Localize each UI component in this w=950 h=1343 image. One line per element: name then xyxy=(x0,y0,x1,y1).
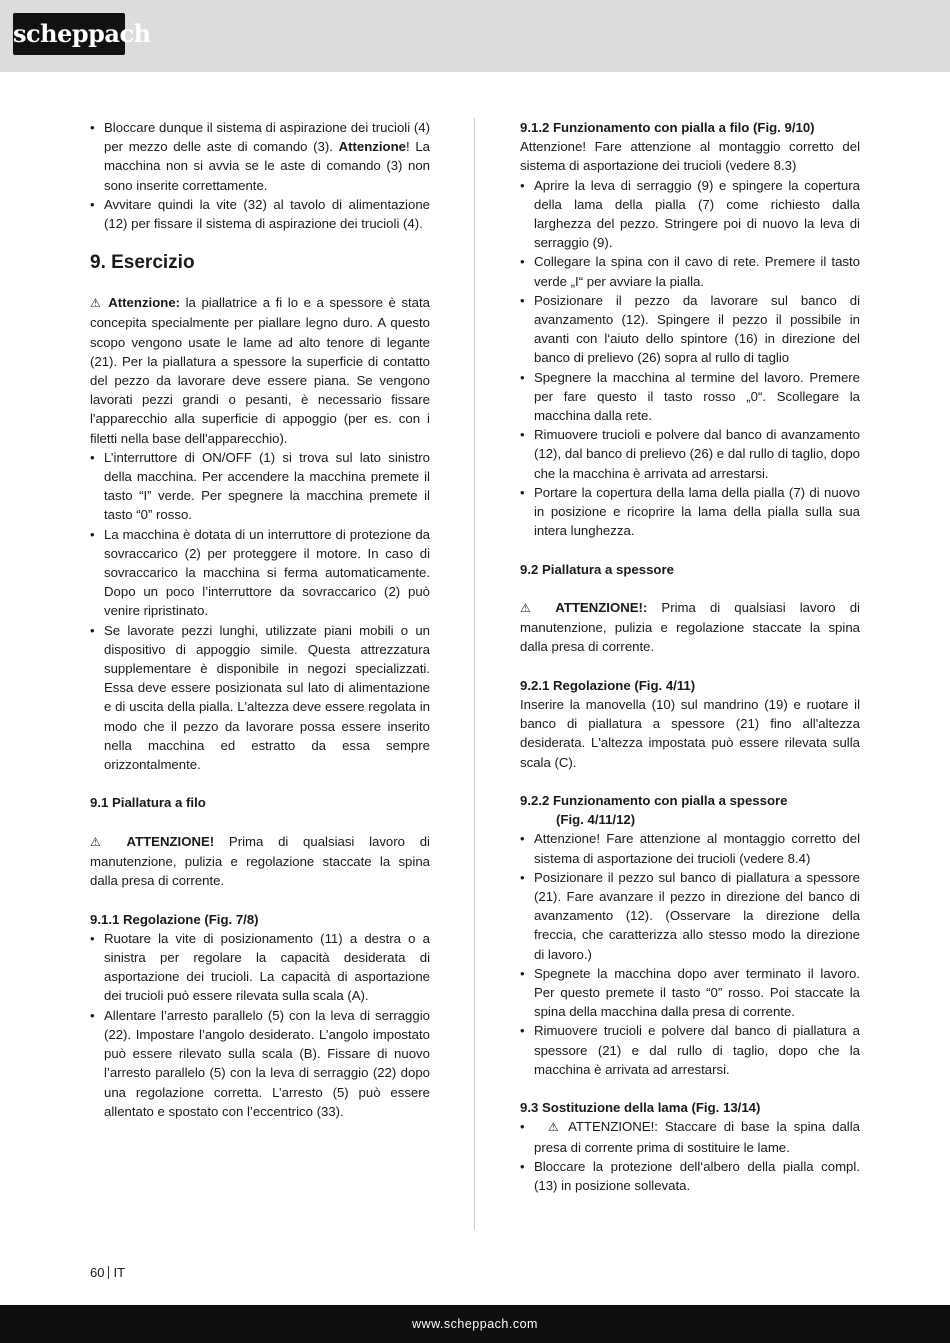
list-item: • L’interruttore di ON/OFF (1) si trova sul lato sinistro della macchina. Per accendere la macchina premete il tasto “I” verde. Per spegnere la macchina premete il tasto “0” rosso. xyxy=(90,448,430,525)
list-item: • Bloccare dunque il sistema di aspirazione dei trucioli (4) per mezzo delle aste di comando (3). Attenzione! La macchina non si avvia se le aste di comando (3) non sono inserite correttamente. xyxy=(90,118,430,195)
warning-triangle-icon: ⚠ xyxy=(520,601,542,616)
list-item: • ⚠ ATTENZIONE!: Staccare di base la spina dalla presa di corrente prima di sostituire le lame. xyxy=(520,1117,860,1156)
list-item: • Rimuovere trucioli e polvere dal banco di avanzamento (12), dal banco di prelievo (26) e dal rullo di taglio, dopo che la macchina è arrivata ad arrestarsi. xyxy=(520,425,860,483)
intro-list xyxy=(90,118,430,233)
list-item: • Collegare la spina con il cavo di rete. Premere il tasto verde „I“ per avviare la pialla. xyxy=(520,252,860,290)
warning-triangle-icon: ⚠ xyxy=(90,834,112,849)
left-column xyxy=(90,118,430,1121)
list-item: • Ruotare la vite di posizionamento (11) a destra o a sinistra per regolare la capacità desiderata di asportazione dei trucioli. La capacità di asportazione dei trucioli può essere rilevata sulla scala (A). xyxy=(90,929,430,1006)
warning-triangle-icon: ⚠ xyxy=(90,296,103,311)
attention-paragraph: ⚠ Attenzione: la piallatrice a fi lo e a spessore è stata concepita specialmente per piallare legno duro. A questo scopo vengono usate le lame ad alto tenore di legante (21). Per la piallatura a spessore la superficie di contatto del pezzo da lavorare deve essere piana. Se vengono lavorati pezzi grandi o pesanti, è necessario fissare l'apparecchio alla superficie di appoggio (per es. con i filetti nella base dell'apparecchio). xyxy=(90,295,430,446)
list-item: • La macchina è dotata di un interruttore di protezione da sovraccarico (2) per proteggere il motore. In caso di sovraccarico la macchina si ferma automaticamente. Dopo un poco l’interruttore da sovraccarico (2) può venire ripristinato. xyxy=(90,525,430,621)
sostituzione-list xyxy=(520,1117,860,1195)
list-item: • Bloccare la protezione dell‘albero della pialla compl. (13) in posizione sollevata. xyxy=(520,1157,860,1195)
list-item: • Posizionare il pezzo da lavorare sul banco di avanzamento (12). Spingere il pezzo il possibile in avanti con l‘aiuto dello spintore (16) in direzione del banco di prelievo (26) sopra al rullo di taglio xyxy=(520,291,860,368)
heading-9-2-2: 9.2.2 Funzionamento con pialla a spessore xyxy=(520,793,788,809)
right-column xyxy=(520,118,860,1195)
heading-9-2-2-figs: (Fig. 4/11/12) xyxy=(556,812,636,828)
warning-triangle-icon: ⚠ xyxy=(547,1120,562,1135)
attention-paragraph-9-1: ⚠ ATTENZIONE! Prima di qualsiasi lavoro di manutenzione, pulizia e regolazione staccate la spina dalla presa di corrente. xyxy=(90,833,430,889)
list-item: • Spegnete la macchina dopo aver terminato il lavoro. Per questo premete il tasto “0” rosso. Poi staccate la spina della macchina dalla presa di corrente. xyxy=(520,964,860,1022)
list-item: • Posizionare il pezzo sul banco di piallatura a spessore (21). Fare avanzare il pezzo in direzione del banco di avanzamento (12). (Osservare la direzione della freccia, che caratterizza allo stesso modo la direzione di lavoro.) xyxy=(520,868,860,964)
list-item: • Rimuovere trucioli e polvere dal banco di piallatura a spessore (21) e dal rullo di taglio, dopo che la macchina è arrivata ad arrestarsi. xyxy=(520,1021,860,1079)
column-divider xyxy=(474,118,475,1230)
funzionamento-filo-list xyxy=(520,176,860,541)
heading-9-1: 9.1 Piallatura a filo xyxy=(90,795,206,811)
header-bar xyxy=(0,0,950,72)
list-item: • Avvitare quindi la vite (32) al tavolo di alimentazione (12) per fissare il sistema di aspirazione dei trucioli (4). xyxy=(90,195,430,233)
esercizio-list xyxy=(90,448,430,774)
list-item: • Spegnere la macchina al termine del lavoro. Premere per fare questo il tasto rosso „0“. Scollegare la macchina dalla rete. xyxy=(520,368,860,426)
heading-9-3: 9.3 Sostituzione della lama (Fig. 13/14) xyxy=(520,1100,761,1116)
page-number: 60 xyxy=(90,1265,105,1280)
paragraph: Inserire la manovella (10) sul mandrino (19) e ruotare il banco di piallatura a spessore (21) fino all'altezza desiderata. L'altezza impostata può essere rilevata sulla scala (C). xyxy=(520,697,860,770)
list-item: • Allentare l’arresto parallelo (5) con la leva di serraggio (22). Impostare l’angolo desiderato. L’angolo impostato può essere rilevato sulla scala (B). Fissare di nuovo l’arresto parallelo (5) con la leva di serraggio (22) dopo una regolazione corretta. L’arresto (5) può essere allentato e spostato con l’eccentrico (33). xyxy=(90,1006,430,1121)
website-link[interactable]: www.scheppach.com xyxy=(412,1317,538,1331)
list-item: • Portare la copertura della lama della pialla (7) di nuovo in posizione e ricoprire la lama della pialla sulla sua intera lunghezza. xyxy=(520,483,860,541)
heading-9-2-1: 9.2.1 Regolazione (Fig. 4/11) xyxy=(520,677,696,693)
heading-9-1-2: 9.1.2 Funzionamento con pialla a filo (Fig. 9/10) xyxy=(520,120,815,135)
funzionamento-spessore-list xyxy=(520,829,860,1079)
heading-9-1-1: 9.1.1 Regolazione (Fig. 7/8) xyxy=(90,911,259,927)
list-item: • Aprire la leva di serraggio (9) e spingere la copertura della lama della pialla (7) come richiesto dalla larghezza del pezzo. Stringere poi di nuovo la leva di serraggio (9). xyxy=(520,176,860,253)
regolazione-list xyxy=(90,929,430,1121)
language-code: IT xyxy=(113,1265,126,1280)
scheppach-logo: scheppach xyxy=(13,13,125,55)
section-heading-esercizio: 9. Esercizio xyxy=(90,252,195,274)
list-item: • Attenzione! Fare attenzione al montaggio corretto del sistema di asportazione dei trucioli (vedere 8.4) xyxy=(520,829,860,867)
footer-bar xyxy=(0,1305,950,1343)
attention-paragraph-9-2: ⚠ ATTENZIONE!: Prima di qualsiasi lavoro di manutenzione, pulizia e regolazione staccate la spina dalla presa di corrente. xyxy=(520,600,860,655)
paragraph: Attenzione! Fare attenzione al montaggio corretto del sistema di asportazione dei trucioli (vedere 8.3) xyxy=(520,139,860,174)
page-footer xyxy=(90,1265,125,1280)
heading-9-2: 9.2 Piallatura a spessore xyxy=(520,561,674,577)
list-item: • Se lavorate pezzi lunghi, utilizzate piani mobili o un dispositivo di appoggio simile. Questa attrezzatura supplementare è disponibile in negozi specializzati. Essa deve essere posizionata sul lato di alimentazione e di uscita della pialla. L'altezza deve essere regolata in modo che il pezzo da lavorare possa essere inserito nella macchina ed estratto da essa sempre orizzontalmente. xyxy=(90,621,430,775)
